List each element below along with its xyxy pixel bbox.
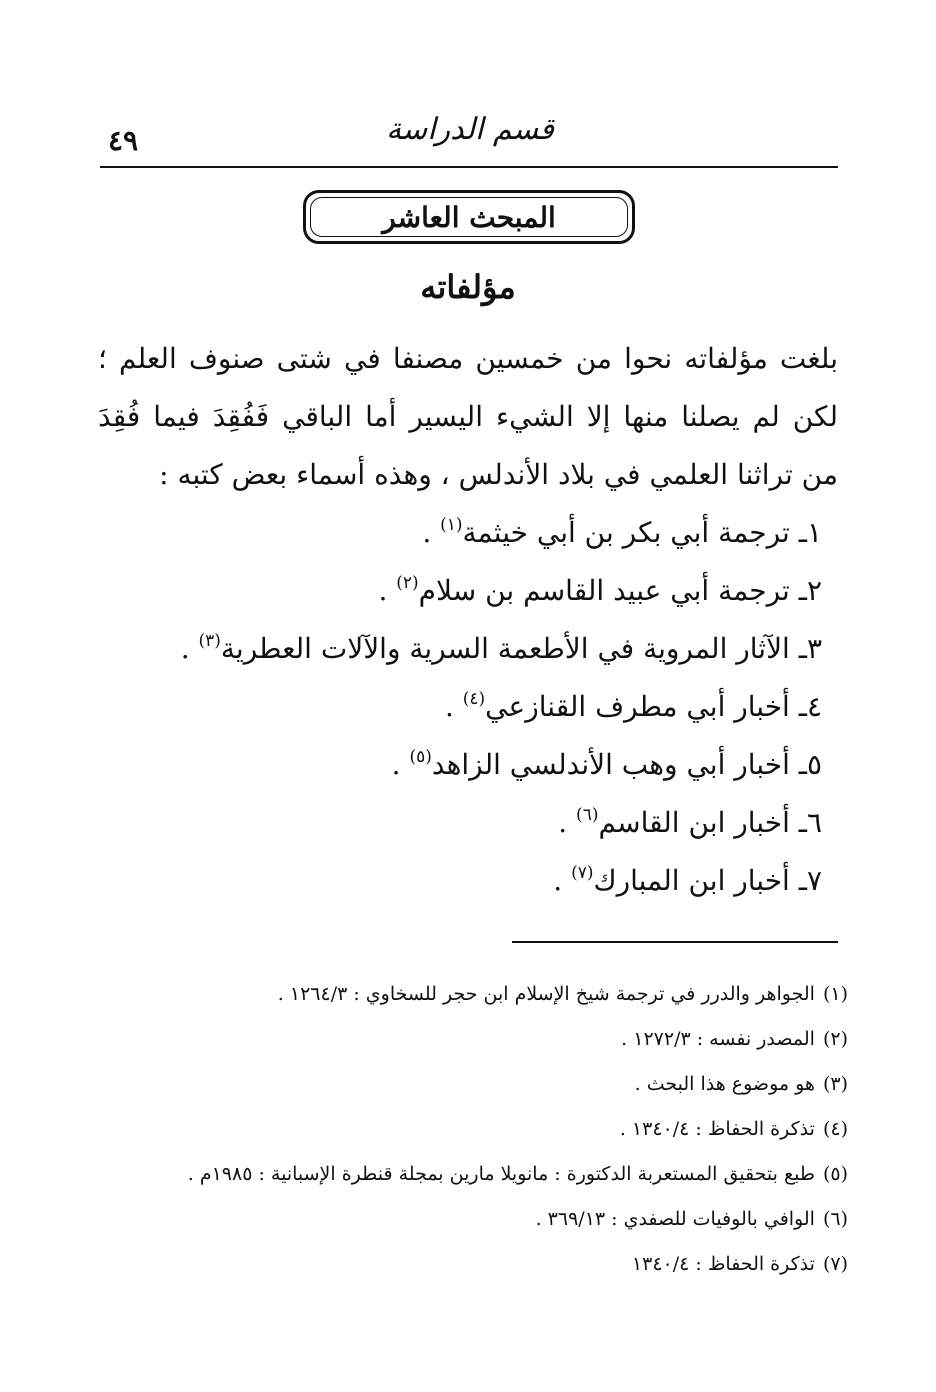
footnote-ref[interactable]: (٤) [462, 689, 486, 709]
item-period: . [558, 806, 577, 839]
footnote-item [160, 1017, 848, 1062]
item-period: . [180, 632, 199, 665]
footnote-number: (١) [822, 983, 848, 1005]
work-title: ٤ـ أخبار أبي مطرف القنازعي [485, 690, 822, 723]
page-number: ٤٩ [108, 124, 139, 157]
footnote-number: (٣) [822, 1073, 848, 1095]
footnote-ref[interactable]: (٦) [576, 805, 599, 825]
footnote-text: هو موضوع هذا البحث . [634, 1073, 815, 1095]
footnote-item [160, 1107, 848, 1152]
footnote-text: المصدر نفسه : ١٢٧٢/٣ . [621, 1028, 815, 1050]
section-title: مؤلفاته [420, 268, 516, 306]
footnote-number: (٢) [822, 1028, 848, 1050]
list-item [98, 794, 822, 852]
list-item [98, 562, 822, 620]
header-rule [100, 166, 838, 168]
item-period: . [444, 690, 463, 723]
footnote-item [160, 972, 848, 1017]
footnote-text: تذكرة الحفاظ : ١٣٤٠/٤ . [619, 1118, 815, 1140]
footnote-text: تذكرة الحفاظ : ١٣٤٠/٤ [631, 1253, 815, 1275]
footnote-item [160, 1197, 848, 1242]
list-item [98, 620, 822, 678]
footnote-item [160, 1152, 848, 1197]
item-period: . [553, 864, 572, 897]
work-title: ٥ـ أخبار أبي وهب الأندلسي الزاهد [431, 748, 822, 781]
work-title: ٢ـ ترجمة أبي عبيد القاسم بن سلام [418, 574, 822, 607]
footnote-number: (٧) [822, 1253, 848, 1275]
list-item [98, 852, 822, 910]
footnote-text: الجواهر والدرر في ترجمة شيخ الإسلام ابن حجر للسخاوي : ١٢٦٤/٣ . [277, 983, 815, 1005]
running-header: قسم الدراسة [386, 112, 554, 147]
footnotes [160, 972, 848, 1287]
item-period: . [422, 516, 441, 549]
list-item [98, 736, 822, 794]
footnote-ref[interactable]: (٧) [571, 863, 594, 883]
footnote-rule [512, 941, 838, 943]
chapter-title: المبحث العاشر [382, 200, 556, 234]
footnote-ref[interactable]: (٥) [409, 747, 432, 767]
chapter-box [303, 190, 635, 244]
item-period: . [391, 748, 410, 781]
body-text [98, 330, 838, 910]
footnote-text: طبع بتحقيق المستعربة الدكتورة : مانويلا مارين بمجلة قنطرة الإسبانية : ١٩٨٥م . [187, 1163, 815, 1185]
list-item [98, 504, 822, 562]
work-title: ٣ـ الآثار المروية في الأطعمة السرية والآلات العطرية [220, 632, 822, 665]
works-list [98, 504, 838, 910]
work-title: ٧ـ أخبار ابن المبارك [593, 864, 822, 897]
work-title: ١ـ ترجمة أبي بكر بن أبي خيثمة [462, 516, 822, 549]
footnote-number: (٤) [822, 1118, 848, 1140]
footnote-number: (٥) [822, 1163, 848, 1185]
footnote-item [160, 1242, 848, 1287]
footnote-number: (٦) [822, 1208, 848, 1230]
list-item [98, 678, 822, 736]
footnote-ref[interactable]: (٢) [396, 573, 419, 593]
footnote-ref[interactable]: (٣) [198, 631, 221, 651]
item-period: . [378, 574, 397, 607]
work-title: ٦ـ أخبار ابن القاسم [598, 806, 822, 839]
footnote-ref[interactable]: (١) [440, 515, 463, 535]
footnote-item [160, 1062, 848, 1107]
footnote-list [160, 972, 848, 1287]
footnote-text: الوافي بالوفيات للصفدي : ٣٦٩/١٣ . [535, 1208, 815, 1230]
intro-paragraph: بلغت مؤلفاته نحوا من خمسين مصنفا في شتى صنوف العلم ؛ لكن لم يصلنا منها إلا الشيء اليسير أما الباقي فَفُقِدَ فيما فُقِدَ من تراثنا العلمي في بلاد الأندلس ، وهذه أسماء بعض كتبه : [98, 342, 838, 491]
